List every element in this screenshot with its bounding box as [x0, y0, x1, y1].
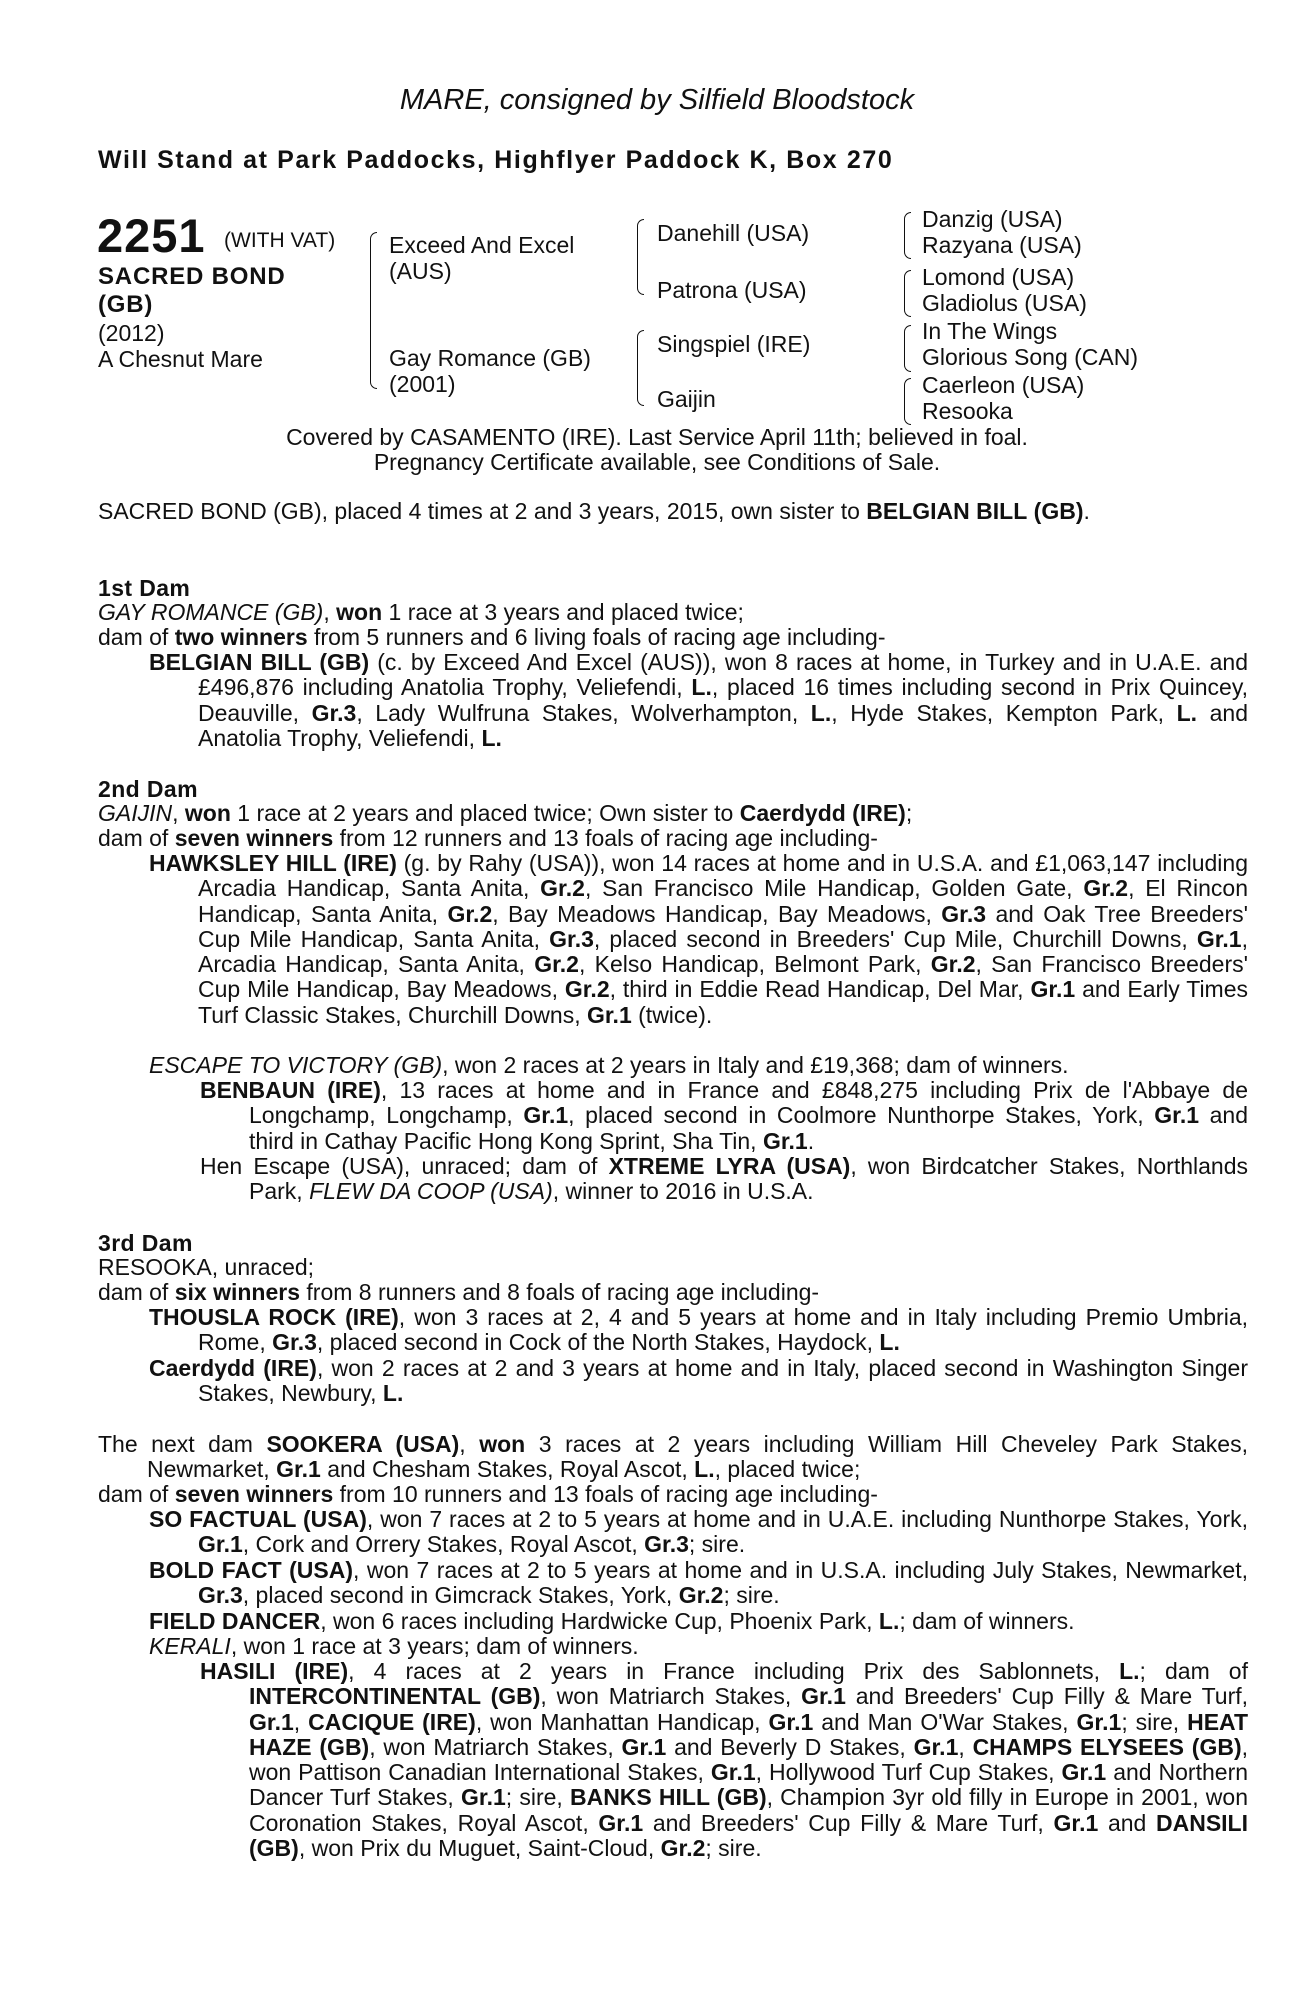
- vat-label: (WITH VAT): [224, 229, 336, 252]
- pedigree-brace-g3: [904, 325, 911, 372]
- pedigree-gg-6: Glorious Song (CAN): [922, 344, 1139, 370]
- first-dam-line: GAY ROMANCE (GB), won 1 race at 3 years and placed twice;: [98, 599, 744, 625]
- pedigree-dam: Gay Romance (GB): [389, 345, 591, 371]
- pedigree-gg-2: Razyana (USA): [922, 232, 1082, 258]
- first-dam-produce: dam of two winners from 5 runners and 6 living foals of racing age including-: [98, 624, 886, 650]
- progeny-hawksley-hill: HAWKSLEY HILL (IRE) (g. by Rahy (USA)), won 14 races at home and in U.S.A. and £1,063,147 including Arcadia Handicap, Santa Anita, Gr.2, San Francisco Mile Handicap, Golden Gate, Gr.2, El Rincon Handicap, Santa Anita, Gr.2, Bay Meadows Handicap, Bay Meadows, Gr.3 and Oak Tree Breeders' Cup Mile Handicap, Santa Anita, Gr.3, placed second in Breeders' Cup Mile, Churchill Downs, Gr.1, Arcadia Handicap, Santa Anita, Gr.2, Kelso Handicap, Belmont Park, Gr.2, San Francisco Breeders' Cup Mile Handicap, Bay Meadows, Gr.2, third in Eddie Read Handicap, Del Mar, Gr.1 and Early Times Turf Classic Stakes, Churchill Downs, Gr.1 (twice).: [149, 850, 1249, 1028]
- pedigree-sire-dam: Patrona (USA): [657, 277, 807, 303]
- pedigree-gg-4: Gladiolus (USA): [922, 290, 1087, 316]
- horse-description: A Chesnut Mare: [98, 346, 263, 372]
- progeny-hen-escape: Hen Escape (USA), unraced; dam of XTREME LYRA (USA), won Birdcatcher Stakes, Northlands Park, FLEW DA COOP (USA), winner to 2016 in U.S.A.: [200, 1153, 1248, 1205]
- pedigree-brace-dam: [637, 330, 644, 406]
- pedigree-brace-g4: [904, 378, 911, 425]
- progeny-thousla-rock: THOUSLA ROCK (IRE), won 3 races at 2, 4 and 5 years at home and in Italy including Premio Umbria, Rome, Gr.3, placed second in Cock of the North Stakes, Haydock, L.: [149, 1304, 1249, 1356]
- pedigree-brace-main: [370, 232, 377, 389]
- first-dam-heading: 1st Dam: [98, 575, 191, 601]
- pedigree-dam-sire: Singspiel (IRE): [657, 331, 811, 357]
- horse-name-line1: SACRED BOND: [98, 263, 286, 290]
- foaling-year: (2012): [98, 320, 165, 346]
- pedigree-sire-country: (AUS): [389, 258, 452, 284]
- pedigree-dam-dam: Gaijin: [657, 386, 716, 412]
- pedigree-sire: Exceed And Excel: [389, 232, 575, 258]
- lot-number: 2251: [97, 209, 206, 262]
- third-dam-produce: dam of six winners from 8 runners and 8 foals of racing age including-: [98, 1279, 820, 1305]
- pedigree-brace-g1: [904, 212, 911, 259]
- progeny-caerdydd: Caerdydd (IRE), won 2 races at 2 and 3 years at home and in Italy, placed second in Washington Singer Stakes, Newbury, L.: [149, 1355, 1249, 1407]
- progeny-belgian-bill: BELGIAN BILL (GB) (c. by Exceed And Excel (AUS)), won 8 races at home, in Turkey and in U.A.E. and £496,876 including Anatolia Trophy, Veliefendi, L., placed 16 times including second in Prix Quincey, Deauville, Gr.3, Lady Wulfruna Stakes, Wolverhampton, L., Hyde Stakes, Kempton Park, L. and Anatolia Trophy, Veliefendi, L.: [149, 649, 1249, 751]
- progeny-so-factual: SO FACTUAL (USA), won 7 races at 2 to 5 years at home and in U.A.E. including Nunthorpe Stakes, York, Gr.1, Cork and Orrery Stakes, Royal Ascot, Gr.3; sire.: [149, 1506, 1248, 1558]
- pedigree-sire-sire: Danehill (USA): [657, 220, 810, 246]
- third-dam-heading: 3rd Dam: [98, 1230, 193, 1256]
- horse-name-line2: (GB): [98, 291, 154, 318]
- fourth-dam-produce: dam of seven winners from 10 runners and 13 foals of racing age including-: [98, 1481, 878, 1507]
- consignor-line: MARE, consigned by Silfield Bloodstock: [399, 84, 915, 116]
- pedigree-dam-year: (2001): [389, 371, 456, 397]
- progeny-hasili: HASILI (IRE), 4 races at 2 years in France including Prix des Sablonnets, L.; dam of INTERCONTINENTAL (GB), won Matriarch Stakes, Gr.1 and Breeders' Cup Filly & Mare Turf, Gr.1, CACIQUE (IRE), won Manhattan Handicap, Gr.1 and Man O'War Stakes, Gr.1; sire, HEAT HAZE (GB), won Matriarch Stakes, Gr.1 and Beverly D Stakes, Gr.1, CHAMPS ELYSEES (GB), won Pattison Canadian International Stakes, Gr.1, Hollywood Turf Cup Stakes, Gr.1 and Northern Dancer Turf Stakes, Gr.1; sire, BANKS HILL (GB), Champion 3yr old filly in Europe in 2001, won Coronation Stakes, Royal Ascot, Gr.1 and Breeders' Cup Filly & Mare Turf, Gr.1 and DANSILI (GB), won Prix du Muguet, Saint-Cloud, Gr.2; sire.: [200, 1658, 1249, 1862]
- covering-status: Covered by CASAMENTO (IRE). Last Service April 11th; believed in foal.: [286, 424, 1028, 450]
- progeny-kerali: KERALI, won 1 race at 3 years; dam of winners.: [149, 1633, 639, 1659]
- fourth-dam-line: The next dam SOOKERA (USA), won 3 races at 2 years including William Hill Cheveley Park Stakes, Newmarket, Gr.1 and Chesham Stakes, Royal Ascot, L., placed twice;: [98, 1431, 1248, 1483]
- pedigree-brace-g2: [904, 270, 911, 317]
- progeny-benbaun: BENBAUN (IRE), 13 races at home and in France and £848,275 including Prix de l'Abbaye de Longchamp, Longchamp, Gr.1, placed second in Coolmore Nunthorpe Stakes, York, Gr.1 and third in Cathay Pacific Hong Kong Sprint, Sha Tin, Gr.1.: [200, 1077, 1248, 1154]
- second-dam-line: GAIJIN, won 1 race at 2 years and placed twice; Own sister to Caerdydd (IRE);: [98, 800, 913, 826]
- stabling-line: Will Stand at Park Paddocks, Highflyer Paddock K, Box 270: [98, 146, 894, 174]
- progeny-bold-fact: BOLD FACT (USA), won 7 races at 2 to 5 years at home and in U.S.A. including July Stakes, Newmarket, Gr.3, placed second in Gimcrack Stakes, York, Gr.2; sire.: [149, 1557, 1248, 1609]
- progeny-field-dancer: FIELD DANCER, won 6 races including Hardwicke Cup, Phoenix Park, L.; dam of winners.: [149, 1608, 1075, 1634]
- pregnancy-note: Pregnancy Certificate available, see Conditions of Sale.: [373, 449, 941, 475]
- pedigree-gg-3: Lomond (USA): [922, 264, 1075, 290]
- pedigree-gg-8: Resooka: [922, 398, 1013, 424]
- second-dam-heading: 2nd Dam: [98, 776, 198, 802]
- progeny-escape-to-victory: ESCAPE TO VICTORY (GB), won 2 races at 2 years in Italy and £19,368; dam of winners.: [149, 1052, 1069, 1078]
- pedigree-gg-7: Caerleon (USA): [922, 372, 1085, 398]
- pedigree-gg-5: In The Wings: [922, 318, 1058, 344]
- intro-paragraph: SACRED BOND (GB), placed 4 times at 2 and 3 years, 2015, own sister to BELGIAN BILL (GB).: [98, 498, 1090, 524]
- second-dam-produce: dam of seven winners from 12 runners and 13 foals of racing age including-: [98, 825, 878, 851]
- third-dam-line: RESOOKA, unraced;: [98, 1254, 315, 1280]
- pedigree-gg-1: Danzig (USA): [922, 206, 1063, 232]
- horse-name: [98, 263, 285, 319]
- pedigree-brace-sire: [637, 219, 644, 295]
